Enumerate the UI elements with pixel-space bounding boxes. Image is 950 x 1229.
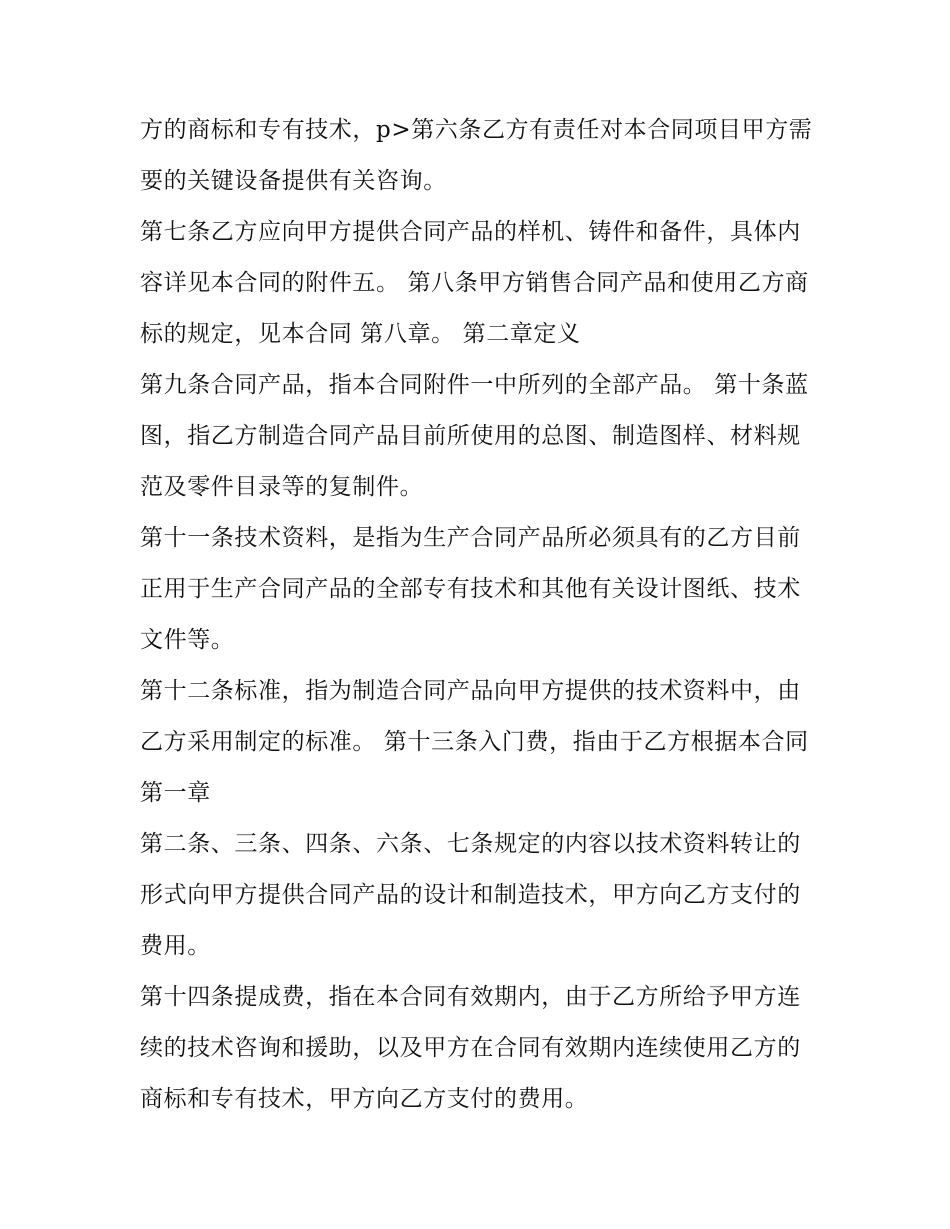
paragraph-clause-2-7-reference: 第二条、三条、四条、六条、七条规定的内容以技术资料转让的形式向甲方提供合同产品的设计和制造技术，甲方向乙方支付的费用。 xyxy=(140,831,801,959)
paragraph-clause-6: 方的商标和专有技术，p>第六条乙方有责任对本合同项目甲方需要的关键设备提供有关咨询。 xyxy=(140,117,813,194)
paragraph-clause-7-8: 第七条乙方应向甲方提供合同产品的样机、铸件和备件，具体内容详见本合同的附件五。 第八条甲方销售合同产品和使用乙方商标的规定，见本合同 第八章。 第二章定义 xyxy=(140,219,809,347)
paragraph-clause-11: 第十一条技术资料，是指为生产合同产品所必须具有的乙方目前正用于生产合同产品的全部专有技术和其他有关设计图纸、技术文件等。 xyxy=(140,525,801,653)
paragraph-clause-12-13: 第十二条标准，指为制造合同产品向甲方提供的技术资料中，由乙方采用制定的标准。 第十三条入门费，指由于乙方根据本合同 第一章 xyxy=(140,678,809,806)
paragraph-clause-9-10: 第九条合同产品，指本合同附件一中所列的全部产品。 第十条蓝图，指乙方制造合同产品目前所使用的总图、制造图样、材料规范及零件目录等的复制件。 xyxy=(140,372,809,500)
paragraph-clause-14: 第十四条提成费，指在本合同有效期内，由于乙方所给予甲方连续的技术咨询和援助，以及甲方在合同有效期内连续使用乙方的商标和专有技术，甲方向乙方支付的费用。 xyxy=(140,984,801,1112)
